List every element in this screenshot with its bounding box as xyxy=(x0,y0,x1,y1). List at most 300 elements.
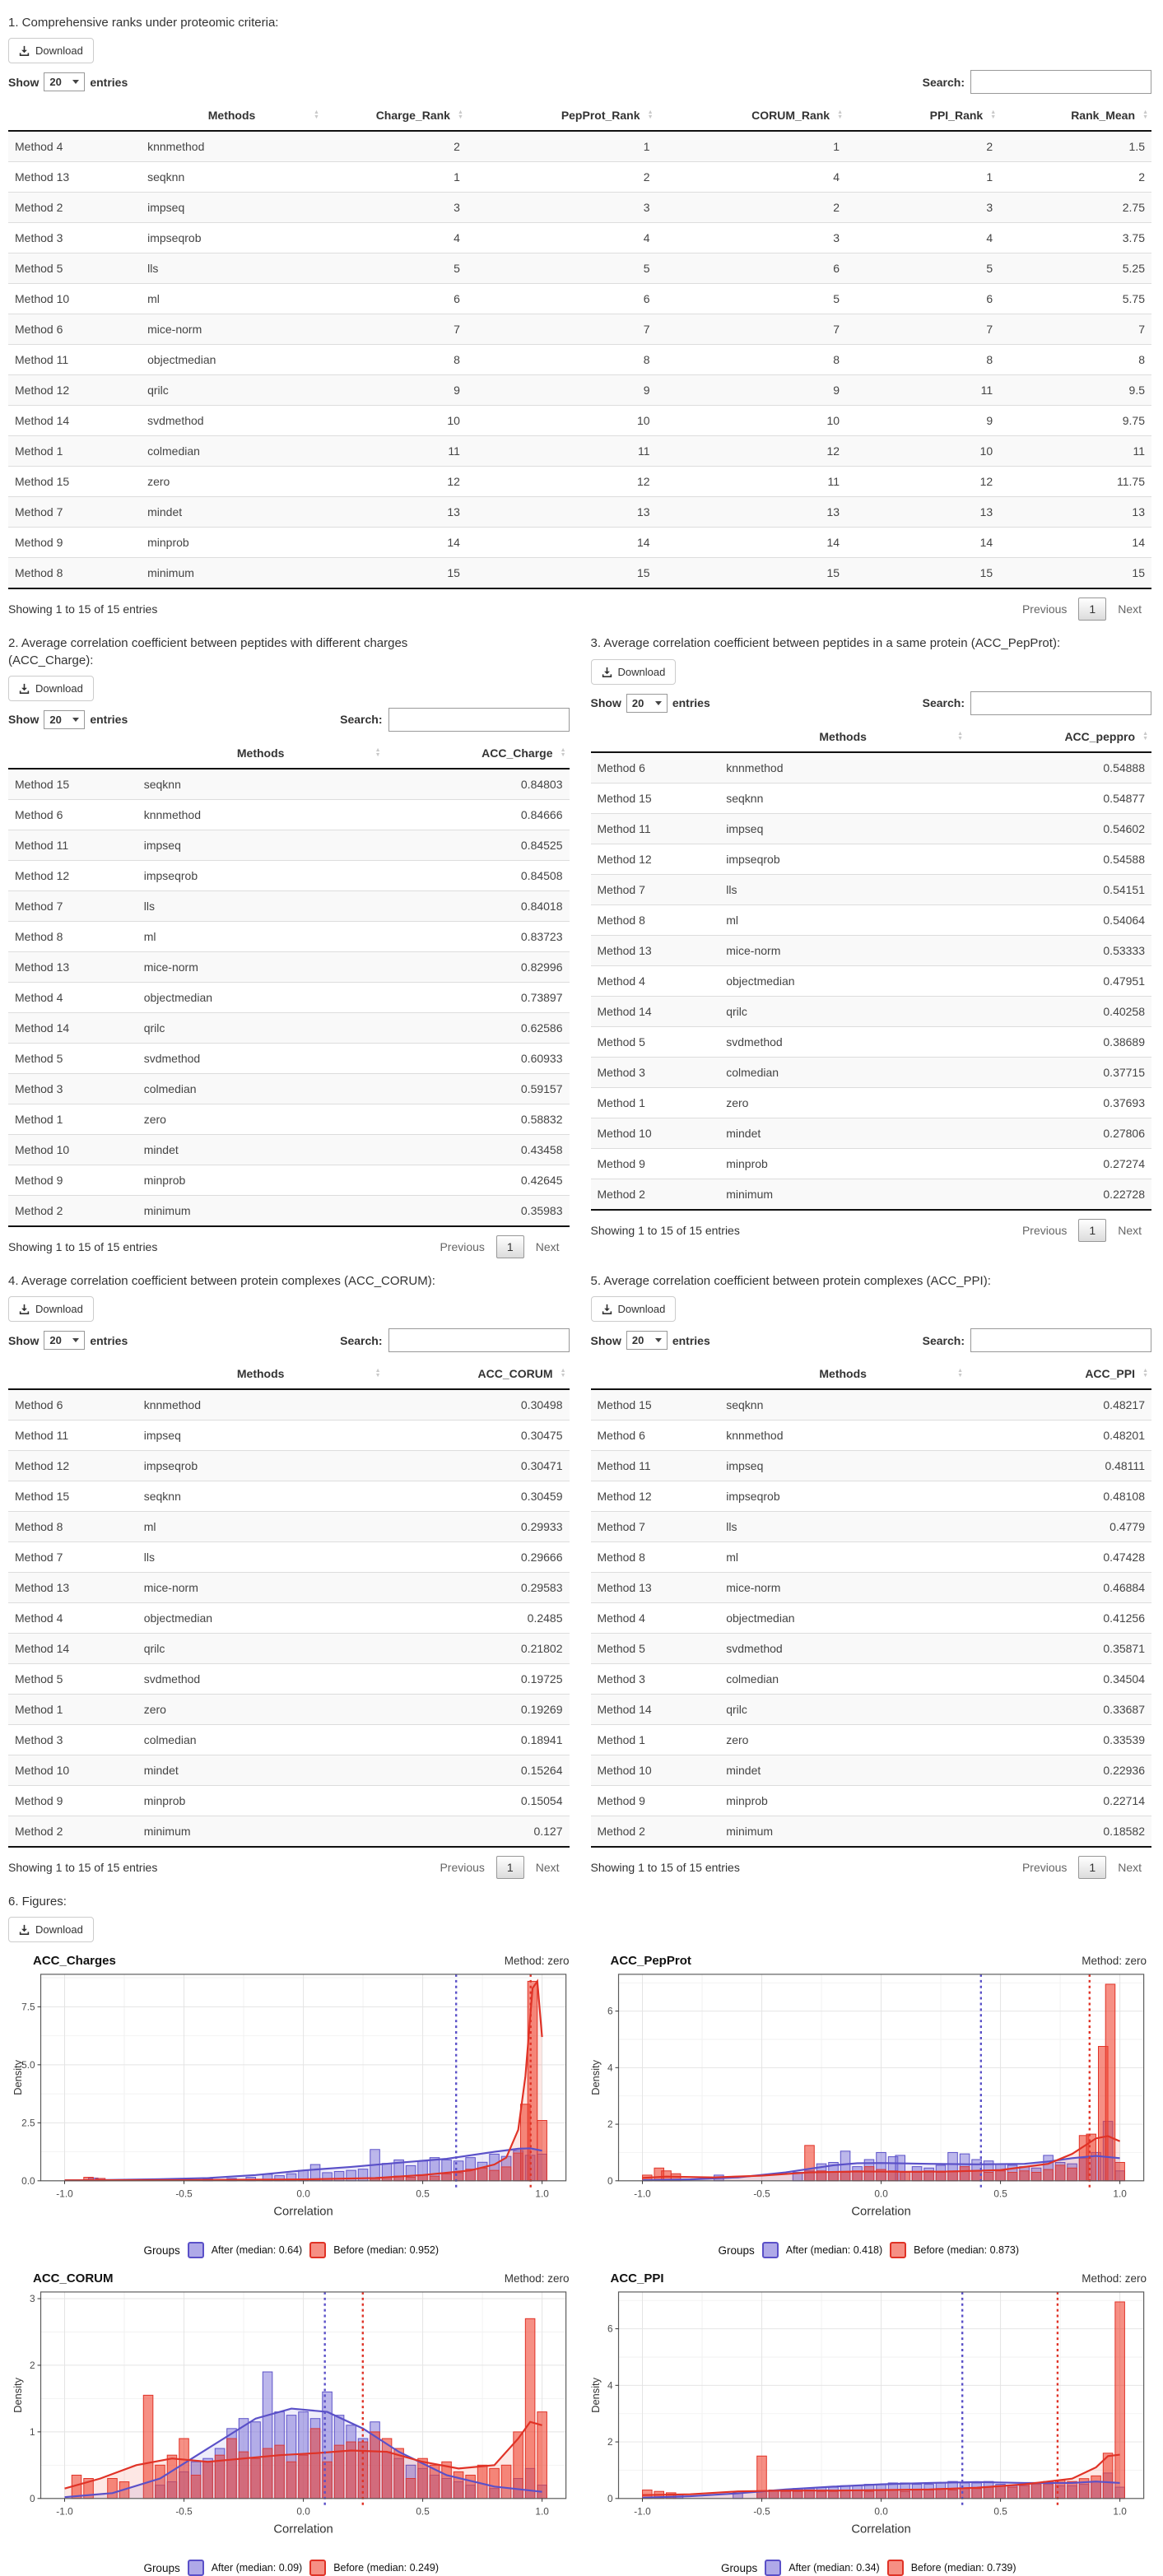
table-row xyxy=(8,1134,570,1165)
cell: mindet xyxy=(719,1755,966,1786)
section-title: 3. Average correlation coefficient between peptides in a same protein (ACC_PepProt): xyxy=(590,636,1061,651)
search-label: Search: xyxy=(922,696,965,709)
figure-title: ACC_CORUM xyxy=(33,2271,114,2286)
table-row xyxy=(591,1786,1152,1816)
cell: 0.53333 xyxy=(966,935,1151,965)
cell: objectmedian xyxy=(137,982,384,1012)
cell: svdmethod xyxy=(141,406,323,436)
cell: knnmethod xyxy=(719,1421,966,1451)
cell: mindet xyxy=(141,497,323,528)
cell: minprob xyxy=(137,1165,384,1195)
svg-text:-0.5: -0.5 xyxy=(752,2505,770,2518)
table-row xyxy=(591,935,1152,965)
table-row xyxy=(8,951,570,982)
svg-text:4: 4 xyxy=(607,2379,613,2392)
cell: 10 xyxy=(467,406,657,436)
show-label: Show xyxy=(590,696,621,709)
column-header[interactable]: ACC_Charge ▲ ▼ xyxy=(384,738,570,769)
cell: Method 15 xyxy=(591,1389,720,1421)
table-row xyxy=(8,769,570,800)
cell: Method 11 xyxy=(591,813,720,844)
page-length-select[interactable] xyxy=(44,1331,85,1350)
cell: Method 10 xyxy=(8,1134,137,1165)
svg-text:1.0: 1.0 xyxy=(535,2505,549,2518)
column-header[interactable]: PPI_Rank ▲ ▼ xyxy=(846,100,999,131)
figure-legend xyxy=(8,2242,575,2258)
caret-down-icon xyxy=(655,1338,662,1342)
cell: Method 9 xyxy=(8,1165,137,1195)
table-row xyxy=(8,1695,570,1725)
column-header[interactable]: PepProt_Rank ▲ ▼ xyxy=(467,100,657,131)
entries-label: entries xyxy=(672,1333,710,1347)
column-header[interactable]: ACC_peppro ▲ ▼ xyxy=(966,722,1151,752)
cell: 9 xyxy=(846,406,999,436)
cell: Method 2 xyxy=(8,1816,137,1848)
sort-icon[interactable]: ▲ ▼ xyxy=(990,109,997,121)
section-figures xyxy=(8,1894,1151,2576)
column-header[interactable]: Methods ▲ ▼ xyxy=(141,100,323,131)
svg-text:2.5: 2.5 xyxy=(21,2117,35,2129)
table-controls xyxy=(591,691,1152,715)
search-control xyxy=(340,708,569,732)
page-length-value: 20 xyxy=(631,1334,644,1346)
cell: lls xyxy=(137,1542,384,1573)
cell: minimum xyxy=(719,1179,966,1210)
cell: 1 xyxy=(657,131,847,162)
cell: minprob xyxy=(141,528,323,558)
page-1-button[interactable]: 1 xyxy=(1078,1856,1106,1879)
column-header[interactable]: Methods ▲ ▼ xyxy=(137,1359,384,1389)
cell: 0.30459 xyxy=(384,1481,570,1512)
cell: Method 9 xyxy=(8,528,141,558)
cell: 2 xyxy=(657,193,847,223)
cell: objectmedian xyxy=(141,345,323,375)
after-legend-label: After (median: 0.418) xyxy=(785,2244,883,2257)
previous-button[interactable]: Previous xyxy=(1021,1861,1068,1874)
page-length-value: 20 xyxy=(49,713,62,726)
cell: 0.48217 xyxy=(966,1389,1151,1421)
cell: 10 xyxy=(657,406,847,436)
cell: colmedian xyxy=(719,1664,966,1695)
cell: 0.47951 xyxy=(966,965,1151,996)
table-row xyxy=(8,1451,570,1481)
cell: 6 xyxy=(323,284,467,314)
cell: Method 13 xyxy=(591,1573,720,1603)
column-header[interactable] xyxy=(8,1359,137,1389)
column-header[interactable] xyxy=(591,722,720,752)
cell: Method 1 xyxy=(591,1087,720,1118)
download-button[interactable] xyxy=(8,1917,94,1942)
sort-icon[interactable]: ▲ ▼ xyxy=(560,746,566,758)
cell: 5 xyxy=(467,253,657,284)
cell: Method 10 xyxy=(591,1755,720,1786)
column-header[interactable] xyxy=(8,738,137,769)
sort-icon[interactable]: ▲ ▼ xyxy=(1142,109,1148,121)
figure-method-label: Method: zero xyxy=(504,1955,570,1968)
svg-text:1: 1 xyxy=(30,2426,35,2439)
figure-method-label: Method: zero xyxy=(504,2272,570,2285)
previous-button[interactable]: Previous xyxy=(1021,1223,1068,1237)
cell: svdmethod xyxy=(719,1634,966,1664)
histogram-chart-acc-corum xyxy=(8,2285,575,2558)
sort-icon[interactable]: ▲ ▼ xyxy=(1142,730,1148,742)
cell: 0.48108 xyxy=(966,1481,1151,1512)
svg-text:2: 2 xyxy=(30,2360,35,2372)
before-legend-swatch xyxy=(309,2560,326,2576)
column-header[interactable]: Methods ▲ ▼ xyxy=(719,1359,966,1389)
table-row xyxy=(591,1026,1152,1057)
sort-icon[interactable]: ▲ ▼ xyxy=(560,1368,566,1379)
cell: 2 xyxy=(323,131,467,162)
page-length-select[interactable] xyxy=(44,72,85,91)
column-header[interactable]: CORUM_Rank ▲ ▼ xyxy=(657,100,847,131)
table-row xyxy=(591,1816,1152,1848)
cell: minimum xyxy=(137,1195,384,1226)
cell: Method 7 xyxy=(8,890,137,921)
svg-text:1.0: 1.0 xyxy=(535,2188,549,2200)
figure-method-label: Method: zero xyxy=(1082,1955,1147,1968)
cell: 12 xyxy=(323,467,467,497)
download-icon xyxy=(19,1924,30,1935)
next-button[interactable]: Next xyxy=(1118,1861,1142,1874)
svg-text:0.0: 0.0 xyxy=(873,2188,888,2200)
download-button[interactable] xyxy=(8,676,94,701)
svg-text:2: 2 xyxy=(607,2118,613,2131)
search-input[interactable] xyxy=(970,1328,1151,1352)
svg-text:-1.0: -1.0 xyxy=(56,2188,73,2200)
table-row xyxy=(8,1573,570,1603)
cell: 0.48111 xyxy=(966,1451,1151,1481)
cell: 0.38689 xyxy=(966,1026,1151,1057)
table-row xyxy=(8,558,1151,589)
table-row xyxy=(591,1087,1152,1118)
cell: seqknn xyxy=(137,769,384,800)
cell: Method 3 xyxy=(591,1057,720,1087)
cell: 0.27274 xyxy=(966,1148,1151,1179)
page-length-select[interactable] xyxy=(626,694,668,713)
cell: 0.73897 xyxy=(384,982,570,1012)
cell: 11.75 xyxy=(999,467,1151,497)
svg-text:Density: Density xyxy=(11,2060,24,2095)
cell: impseqrob xyxy=(137,1451,384,1481)
cell: 0.127 xyxy=(384,1816,570,1848)
cell: 8 xyxy=(323,345,467,375)
cell: Method 3 xyxy=(591,1664,720,1695)
page-length-select[interactable] xyxy=(626,1331,668,1350)
cell: 5.75 xyxy=(999,284,1151,314)
table-row xyxy=(8,223,1151,253)
search-input[interactable] xyxy=(970,70,1151,94)
cell: Method 11 xyxy=(591,1451,720,1481)
table-row xyxy=(591,1695,1152,1725)
sort-icon[interactable]: ▲ ▼ xyxy=(647,109,654,121)
svg-text:0: 0 xyxy=(30,2492,35,2504)
cell: Method 13 xyxy=(591,935,720,965)
before-legend-label: Before (median: 0.873) xyxy=(914,2244,1020,2257)
table-row xyxy=(8,467,1151,497)
search-input[interactable] xyxy=(388,708,570,732)
table-row xyxy=(8,406,1151,436)
column-header[interactable]: Rank_Mean ▲ ▼ xyxy=(999,100,1151,131)
show-label: Show xyxy=(8,713,40,727)
svg-text:Correlation: Correlation xyxy=(850,2523,911,2536)
cell: 7 xyxy=(846,314,999,345)
cell: 0.48201 xyxy=(966,1421,1151,1451)
cell: 14 xyxy=(657,528,847,558)
column-header[interactable]: Charge_Rank ▲ ▼ xyxy=(323,100,467,131)
sort-icon[interactable]: ▲ ▼ xyxy=(1142,1368,1148,1379)
cell: 15 xyxy=(323,558,467,589)
download-label: Download xyxy=(35,44,83,58)
cell: 5 xyxy=(846,253,999,284)
cell: 0.30498 xyxy=(384,1389,570,1421)
cell: 0.4779 xyxy=(966,1512,1151,1542)
svg-text:6: 6 xyxy=(607,2323,613,2335)
section-acc-pepprot xyxy=(591,627,1152,1248)
next-button[interactable]: Next xyxy=(1118,602,1142,616)
histogram-svg xyxy=(586,1968,1152,2236)
table-row xyxy=(8,1786,570,1816)
cell: Method 15 xyxy=(8,769,137,800)
cell: objectmedian xyxy=(719,1603,966,1634)
cell: impseqrob xyxy=(141,223,323,253)
cell: 0.33539 xyxy=(966,1725,1151,1755)
cell: 0.58832 xyxy=(384,1104,570,1134)
cell: zero xyxy=(719,1087,966,1118)
caret-down-icon xyxy=(72,718,79,722)
cell: 8 xyxy=(467,345,657,375)
cell: 0.46884 xyxy=(966,1573,1151,1603)
cell: mindet xyxy=(719,1118,966,1148)
svg-text:0.5: 0.5 xyxy=(416,2188,430,2200)
cell: impseq xyxy=(137,1421,384,1451)
cell: zero xyxy=(719,1725,966,1755)
table-row xyxy=(8,284,1151,314)
cell: ml xyxy=(719,1542,966,1573)
entries-label: entries xyxy=(672,696,710,709)
cell: 6 xyxy=(657,253,847,284)
page-length-control xyxy=(8,1331,128,1350)
table-row xyxy=(8,1043,570,1073)
sort-icon[interactable]: ▲ ▼ xyxy=(374,1368,381,1379)
next-button[interactable]: Next xyxy=(535,1861,560,1874)
cell: 0.27806 xyxy=(966,1118,1151,1148)
search-label: Search: xyxy=(922,1333,965,1347)
cell: minprob xyxy=(137,1786,384,1816)
cell: Method 5 xyxy=(8,1664,137,1695)
cell: Method 3 xyxy=(8,223,141,253)
table-row xyxy=(8,1816,570,1848)
cell: 13 xyxy=(467,497,657,528)
figure-legend xyxy=(586,2560,1152,2576)
download-icon xyxy=(602,1304,612,1314)
previous-button[interactable]: Previous xyxy=(1021,602,1068,616)
table-controls xyxy=(8,1328,570,1352)
cell: 0.84508 xyxy=(384,860,570,890)
cell: Method 1 xyxy=(591,1725,720,1755)
page-length-select[interactable] xyxy=(44,710,85,729)
page-1-button[interactable]: 1 xyxy=(1078,1219,1106,1242)
cell: 2.75 xyxy=(999,193,1151,223)
cell: Method 4 xyxy=(591,965,720,996)
previous-button[interactable]: Previous xyxy=(440,1861,485,1874)
previous-button[interactable]: Previous xyxy=(440,1239,485,1253)
cell: Method 7 xyxy=(8,1542,137,1573)
cell: Method 5 xyxy=(8,1043,137,1073)
next-button[interactable]: Next xyxy=(535,1239,560,1253)
legend-groups-label: Groups xyxy=(718,2244,755,2257)
next-button[interactable]: Next xyxy=(1118,1223,1142,1237)
cell: knnmethod xyxy=(719,752,966,783)
cell: 0.60933 xyxy=(384,1043,570,1073)
cell: 9 xyxy=(657,375,847,406)
table-row xyxy=(8,131,1151,162)
figure-acc-corum xyxy=(8,2270,575,2576)
cell: 0.22714 xyxy=(966,1786,1151,1816)
cell: ml xyxy=(137,921,384,951)
caret-down-icon xyxy=(72,80,79,84)
cell: 0.84525 xyxy=(384,830,570,860)
sort-icon[interactable]: ▲ ▼ xyxy=(837,109,844,121)
search-input[interactable] xyxy=(388,1328,570,1352)
cell: 0.43458 xyxy=(384,1134,570,1165)
histogram-svg xyxy=(8,1968,575,2236)
cell: 2 xyxy=(999,162,1151,193)
cell: 8 xyxy=(999,345,1151,375)
before-legend-swatch xyxy=(309,2242,326,2258)
after-legend-swatch xyxy=(188,2560,204,2576)
figure-title: ACC_PepProt xyxy=(610,1954,691,1969)
cell: 13 xyxy=(999,497,1151,528)
entries-label: entries xyxy=(90,75,128,89)
cell: Method 7 xyxy=(591,874,720,904)
svg-text:1.0: 1.0 xyxy=(1112,2505,1127,2518)
cell: Method 3 xyxy=(8,1073,137,1104)
column-header[interactable]: ACC_PPI ▲ ▼ xyxy=(966,1359,1151,1389)
download-button[interactable] xyxy=(8,38,94,63)
cell: 14 xyxy=(846,528,999,558)
after-legend-swatch xyxy=(765,2560,781,2576)
download-button[interactable] xyxy=(8,1296,94,1322)
sort-icon[interactable]: ▲ ▼ xyxy=(957,1368,964,1379)
table-row xyxy=(8,497,1151,528)
cell: Method 9 xyxy=(8,1786,137,1816)
column-header[interactable]: ACC_CORUM ▲ ▼ xyxy=(384,1359,570,1389)
table-row xyxy=(591,1573,1152,1603)
cell: 0.40258 xyxy=(966,996,1151,1026)
table-row xyxy=(591,783,1152,813)
cell: impseq xyxy=(141,193,323,223)
cell: mindet xyxy=(137,1134,384,1165)
search-input[interactable] xyxy=(970,691,1151,715)
cell: 0.33687 xyxy=(966,1695,1151,1725)
page-1-button[interactable]: 1 xyxy=(496,1235,524,1258)
cell: Method 1 xyxy=(8,1695,137,1725)
table-row xyxy=(8,193,1151,223)
table-row xyxy=(591,1389,1152,1421)
cell: 13 xyxy=(323,497,467,528)
cell: Method 4 xyxy=(8,131,141,162)
column-header[interactable] xyxy=(8,100,141,131)
cell: minimum xyxy=(141,558,323,589)
cell: qrilc xyxy=(137,1012,384,1043)
table-row xyxy=(8,890,570,921)
cell: Method 12 xyxy=(591,844,720,874)
column-header[interactable]: Methods ▲ ▼ xyxy=(719,722,966,752)
legend-groups-label: Groups xyxy=(143,2244,180,2257)
search-control xyxy=(923,70,1151,94)
figure-acc-charges xyxy=(8,1952,575,2258)
cell: 0.83723 xyxy=(384,921,570,951)
after-legend-label: After (median: 0.64) xyxy=(211,2244,303,2257)
before-legend-swatch xyxy=(887,2560,904,2576)
cell: Method 6 xyxy=(591,1421,720,1451)
cell: Method 8 xyxy=(8,558,141,589)
table-row xyxy=(8,982,570,1012)
table-header-row xyxy=(8,1359,570,1389)
cell: seqknn xyxy=(719,783,966,813)
table-row xyxy=(8,162,1151,193)
svg-text:-0.5: -0.5 xyxy=(175,2188,193,2200)
after-legend-label: After (median: 0.09) xyxy=(211,2562,303,2574)
page-1-button[interactable]: 1 xyxy=(496,1856,524,1879)
page-1-button[interactable]: 1 xyxy=(1078,598,1106,621)
before-legend-swatch xyxy=(890,2242,906,2258)
sort-icon[interactable]: ▲ ▼ xyxy=(314,109,319,121)
table-row xyxy=(591,1603,1152,1634)
cell: 3.75 xyxy=(999,223,1151,253)
table-row xyxy=(591,996,1152,1026)
cell: Method 4 xyxy=(8,1603,137,1634)
cell: 7 xyxy=(657,314,847,345)
cell: lls xyxy=(719,1512,966,1542)
figure-method-label: Method: zero xyxy=(1082,2272,1147,2285)
download-button[interactable] xyxy=(591,659,677,685)
cell: Method 2 xyxy=(591,1179,720,1210)
cell: 3 xyxy=(657,223,847,253)
table-row xyxy=(591,1057,1152,1087)
cell: colmedian xyxy=(141,436,323,467)
cell: 11 xyxy=(846,375,999,406)
sort-icon[interactable]: ▲ ▼ xyxy=(957,730,964,742)
cell: qrilc xyxy=(137,1634,384,1664)
cell: 0.21802 xyxy=(384,1634,570,1664)
cell: svdmethod xyxy=(719,1026,966,1057)
cell: 7 xyxy=(323,314,467,345)
svg-text:-1.0: -1.0 xyxy=(56,2505,73,2518)
cell: 0.34504 xyxy=(966,1664,1151,1695)
search-control xyxy=(340,1328,569,1352)
table-header-row xyxy=(591,1359,1152,1389)
sort-icon[interactable]: ▲ ▼ xyxy=(458,109,463,121)
search-control xyxy=(923,1328,1151,1352)
cell: colmedian xyxy=(137,1725,384,1755)
cell: 0.30471 xyxy=(384,1451,570,1481)
cell: 7 xyxy=(467,314,657,345)
table-row xyxy=(8,1725,570,1755)
sort-icon[interactable]: ▲ ▼ xyxy=(374,746,381,758)
cell: Method 15 xyxy=(8,1481,137,1512)
cell: 15 xyxy=(999,558,1151,589)
legend-groups-label: Groups xyxy=(720,2561,758,2574)
column-header[interactable] xyxy=(591,1359,720,1389)
cell: 0.54064 xyxy=(966,904,1151,935)
cell: Method 4 xyxy=(8,982,137,1012)
table-header-row xyxy=(8,100,1151,131)
download-button[interactable] xyxy=(591,1296,677,1322)
column-header[interactable]: Methods ▲ ▼ xyxy=(137,738,384,769)
svg-text:0: 0 xyxy=(607,2175,613,2188)
